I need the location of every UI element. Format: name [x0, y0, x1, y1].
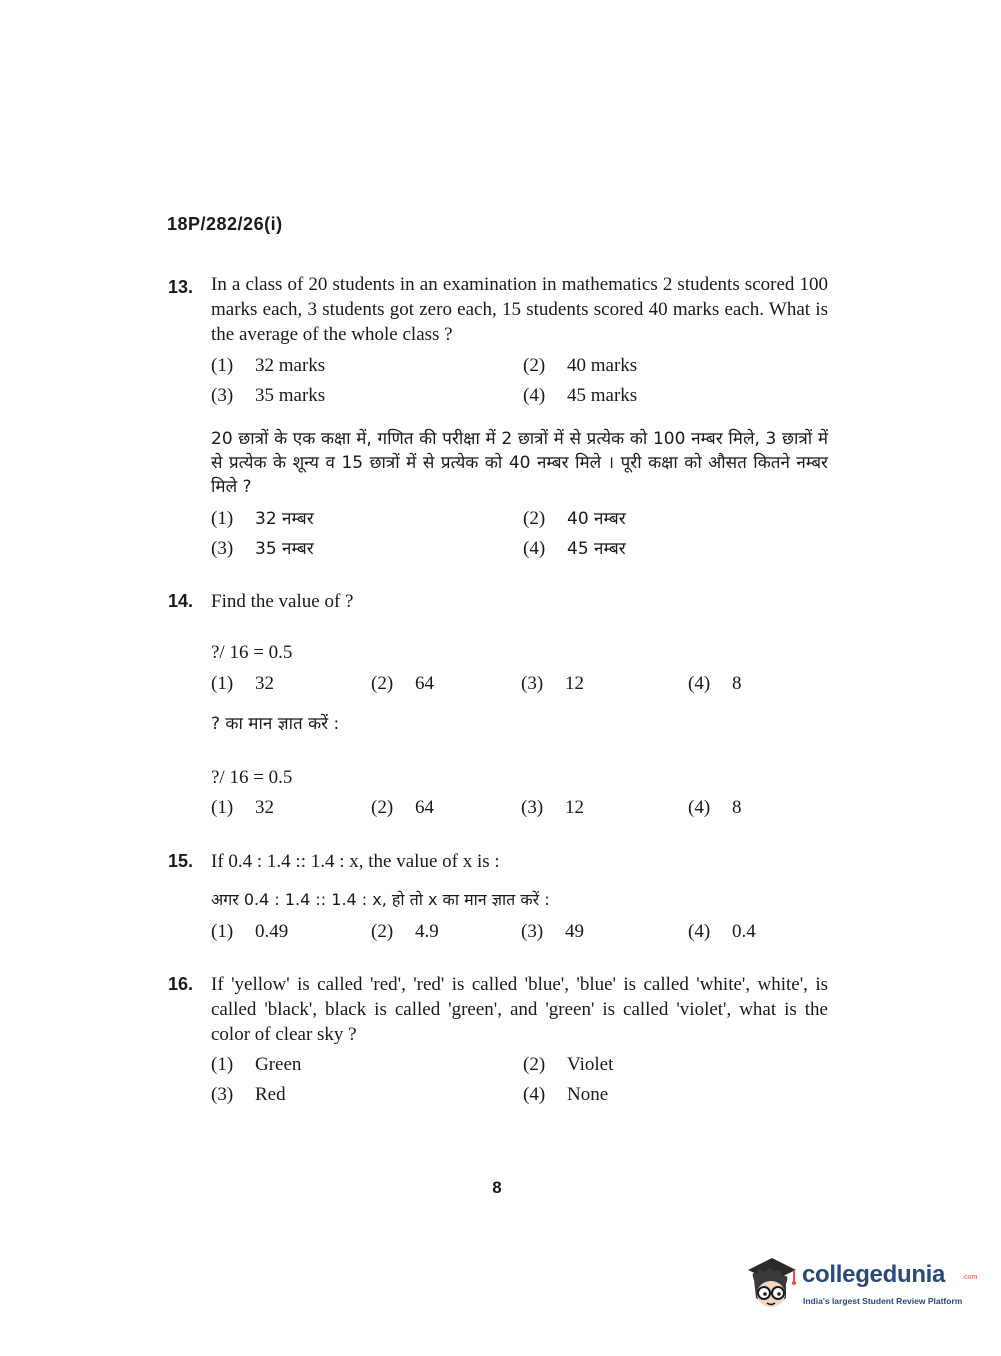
option-1: [211, 354, 523, 378]
option-label: (4): [688, 797, 711, 818]
option-label: (1): [211, 797, 234, 818]
question-15: [168, 849, 828, 944]
option-1: [211, 672, 371, 696]
option-text: Violet: [567, 1054, 614, 1075]
option-text: Red: [255, 1084, 286, 1105]
option-label: (3): [211, 385, 234, 406]
option-text: 32 marks: [255, 355, 326, 376]
option-3: [211, 1083, 523, 1107]
option-1: [211, 920, 371, 944]
question-13: [168, 272, 828, 561]
options: [211, 1053, 828, 1107]
option-label: (3): [521, 921, 544, 942]
option-label: (4): [523, 1084, 546, 1105]
option-3: [211, 384, 523, 408]
expression-hindi: ?/ 16 = 0.5: [211, 767, 293, 788]
options-hindi: [211, 796, 828, 820]
option-4: [688, 672, 838, 696]
option-3: [211, 537, 523, 561]
option-label: (2): [371, 921, 394, 942]
option-text: 8: [732, 673, 742, 694]
option-4: [688, 920, 838, 944]
option-text: 40 नम्बर: [567, 509, 626, 529]
option-label: (2): [371, 797, 394, 818]
option-text: 0.4: [732, 921, 756, 942]
option-text: 12: [565, 673, 584, 694]
option-label: (3): [211, 1084, 234, 1105]
question-text-hindi: ? का मान ज्ञात करें :: [211, 714, 340, 734]
question-text-hindi: अगर 0.4 : 1.4 :: 1.4 : x, हो तो x का मान ज्ञात करें :: [211, 890, 550, 909]
question-14: [168, 589, 828, 820]
option-text: 32: [255, 797, 274, 818]
option-label: (2): [371, 673, 394, 694]
option-text: 40 marks: [567, 355, 638, 376]
option-text: 4.9: [415, 921, 439, 942]
option-4: [688, 796, 838, 820]
option-4: [523, 1083, 823, 1107]
option-3: [521, 796, 688, 820]
option-text: 35 marks: [255, 385, 326, 406]
option-label: (3): [521, 673, 544, 694]
option-label: (1): [211, 1054, 234, 1075]
option-text: 64: [415, 797, 434, 818]
option-3: [521, 920, 688, 944]
option-2: [371, 920, 521, 944]
option-label: (4): [523, 538, 546, 559]
mascot-icon: [742, 1250, 800, 1314]
option-1: [211, 507, 523, 531]
options: [211, 354, 828, 408]
option-text: 32 नम्बर: [255, 509, 314, 529]
option-text: 45 marks: [567, 385, 638, 406]
logo-suffix: .com: [962, 1274, 978, 1281]
option-text: 0.49: [255, 921, 289, 942]
option-label: (2): [523, 1054, 546, 1075]
options-hindi: [211, 507, 828, 561]
option-1: [211, 796, 371, 820]
option-label: (3): [211, 538, 234, 559]
question-text: If 0.4 : 1.4 :: 1.4 : x, the value of x is :: [211, 851, 500, 872]
question-text: In a class of 20 students in an examination in mathematics 2 students scored 100 marks each, 3 students got zero each, 15 students scored 40 marks each. What is the average of the whole class ?: [211, 274, 828, 345]
option-label: (3): [521, 797, 544, 818]
option-4: [523, 384, 823, 408]
option-text: 32: [255, 673, 274, 694]
option-2: [523, 507, 823, 531]
option-label: (1): [211, 921, 234, 942]
question-number: 15.: [168, 851, 194, 871]
option-text: Green: [255, 1054, 302, 1075]
paper-code: 18P/282/26(i): [167, 214, 283, 234]
question-text: Find the value of ?: [211, 591, 354, 612]
option-text: 49: [565, 921, 584, 942]
option-text: None: [567, 1084, 609, 1105]
option-text: 12: [565, 797, 584, 818]
question-text-hindi: 20 छात्रों के एक कक्षा में, गणित की परीक्षा में 2 छात्रों में से प्रत्येक को 100 नम्बर मिले, 3 छात्रों में से प्रत्येक के शून्य व 15 छात्रों में से प्रत्येक को 40 नम्बर मिले । पूरी कक्षा को औसत कितने नम्बर मिले ?: [211, 429, 828, 497]
option-2: [371, 672, 521, 696]
option-text: 64: [415, 673, 434, 694]
option-2: [371, 796, 521, 820]
option-label: (1): [211, 508, 234, 529]
options: [211, 920, 828, 944]
expression: ?/ 16 = 0.5: [211, 642, 293, 663]
option-label: (2): [523, 355, 546, 376]
option-1: [211, 1053, 523, 1077]
option-text: 45 नम्बर: [567, 539, 626, 559]
collegedunia-watermark: [742, 1250, 982, 1320]
option-label: (2): [523, 508, 546, 529]
option-4: [523, 537, 823, 561]
option-label: (4): [523, 385, 546, 406]
option-label: (1): [211, 355, 234, 376]
question-16: [168, 972, 828, 1107]
question-number: 16.: [168, 974, 194, 994]
option-text: 35 नम्बर: [255, 539, 314, 559]
option-label: (1): [211, 673, 234, 694]
question-number: 14.: [168, 591, 194, 611]
option-2: [523, 1053, 823, 1077]
logo-tagline: India's largest Student Review Platform: [803, 1296, 963, 1306]
question-text: If 'yellow' is called 'red', 'red' is called 'blue', 'blue' is called 'white', white', is called 'black', black is called 'green', and 'green' is called 'violet', what is the color of clear sky ?: [211, 974, 828, 1045]
option-label: (4): [688, 673, 711, 694]
option-label: (4): [688, 921, 711, 942]
page-number: 8: [492, 1178, 502, 1197]
question-number: 13.: [168, 277, 194, 297]
option-text: 8: [732, 797, 742, 818]
option-3: [521, 672, 688, 696]
options: [211, 672, 828, 696]
option-2: [523, 354, 823, 378]
logo-wordmark: collegedunia: [802, 1261, 946, 1288]
